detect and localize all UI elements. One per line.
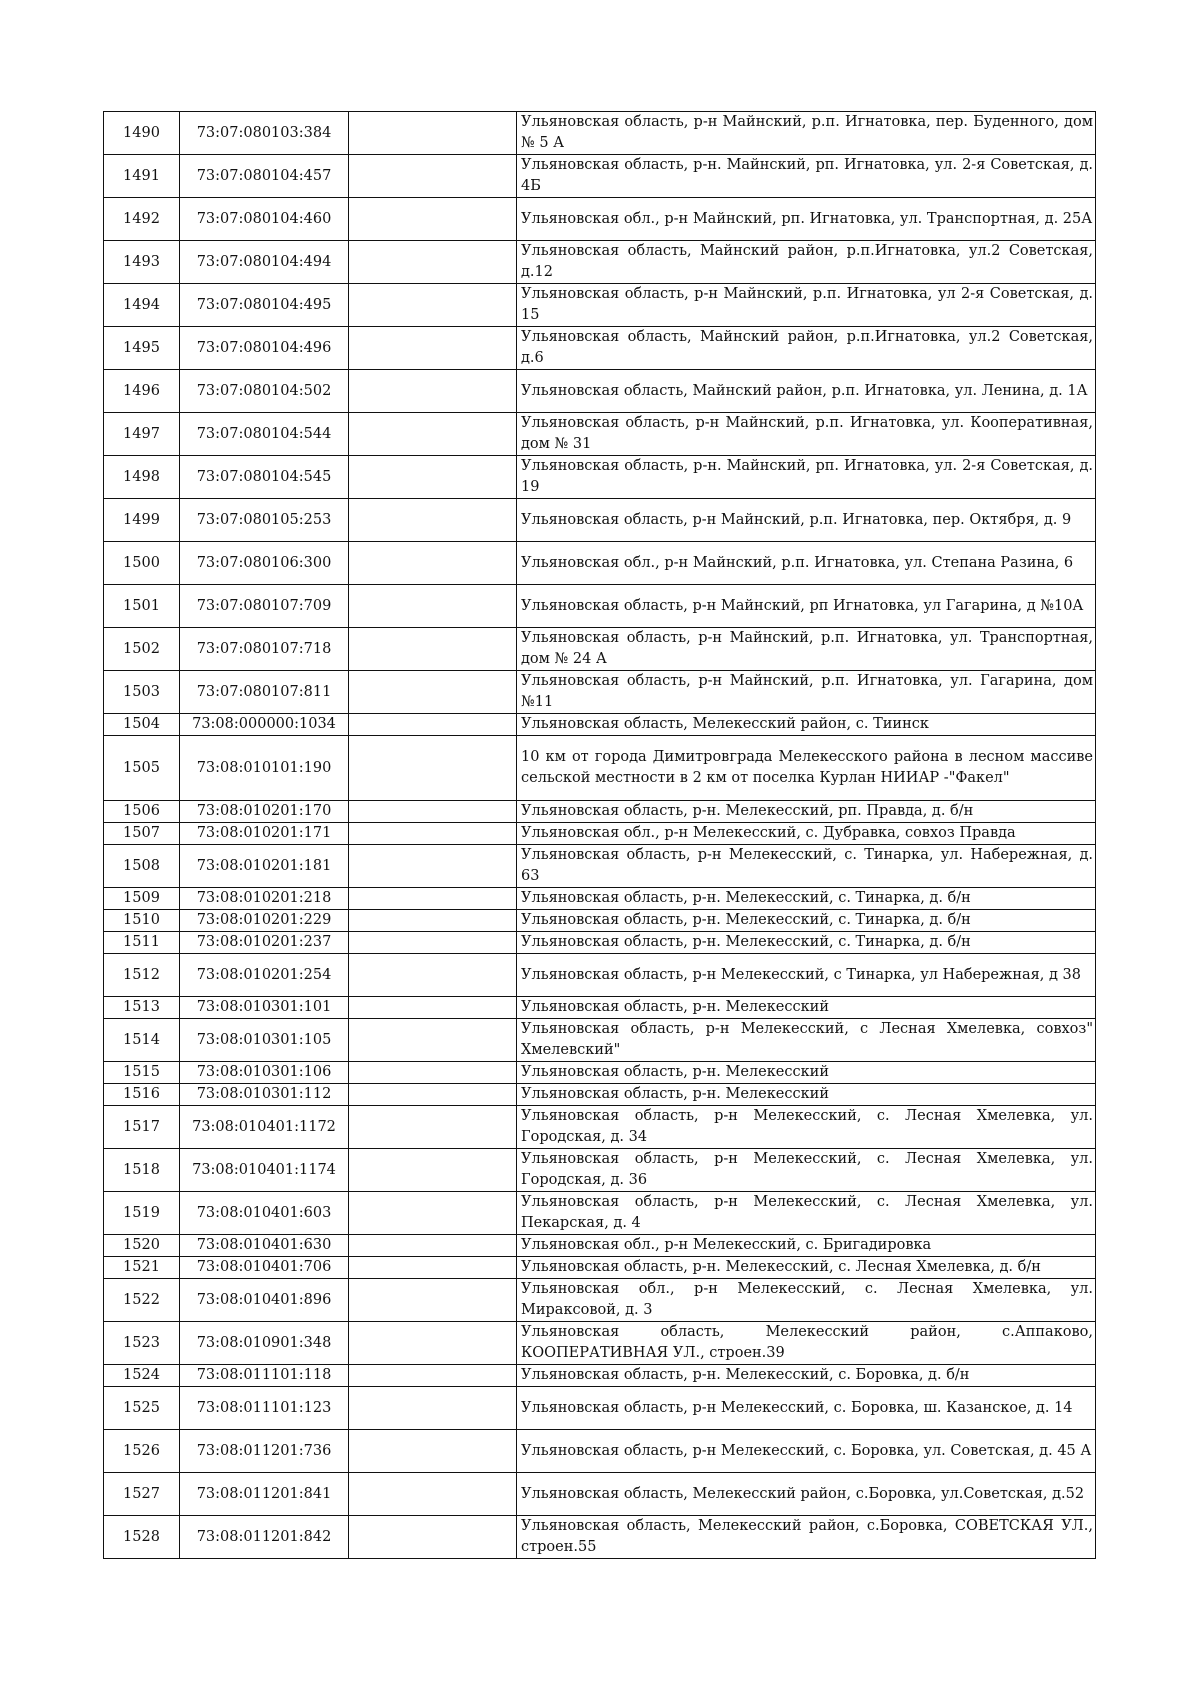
cadastral-number-cell: 73:08:000000:1034: [180, 714, 349, 736]
table-row: [104, 413, 1096, 456]
empty-cell: [349, 1387, 517, 1430]
table-row: [104, 954, 1096, 997]
table-row: [104, 1365, 1096, 1387]
address-cell: Ульяновская область, р-н. Мелекесский: [517, 1062, 1096, 1084]
address-cell: Ульяновская область, р-н. Майнский, рп. Игнатовка, ул. 2-я Советская, д. 4Б: [517, 155, 1096, 198]
address-cell: Ульяновская область, Майнский район, р.п.Игнатовка, ул.2 Советская, д.12: [517, 241, 1096, 284]
property-table: [103, 111, 1096, 1559]
cadastral-number-cell: 73:08:010901:348: [180, 1322, 349, 1365]
row-number-cell: 1497: [104, 413, 180, 456]
cadastral-number-cell: 73:08:010301:101: [180, 997, 349, 1019]
empty-cell: [349, 1365, 517, 1387]
table-row: [104, 370, 1096, 413]
row-number-cell: 1507: [104, 823, 180, 845]
row-number-cell: 1500: [104, 542, 180, 585]
row-number-cell: 1509: [104, 888, 180, 910]
row-number-cell: 1526: [104, 1430, 180, 1473]
table-row: [104, 1019, 1096, 1062]
empty-cell: [349, 155, 517, 198]
table-row: [104, 1062, 1096, 1084]
row-number-cell: 1490: [104, 112, 180, 155]
empty-cell: [349, 736, 517, 801]
address-cell: Ульяновская область, р-н Мелекесский, с. Тинарка, ул. Набережная, д. 63: [517, 845, 1096, 888]
cadastral-number-cell: 73:08:011201:841: [180, 1473, 349, 1516]
table-row: [104, 714, 1096, 736]
cadastral-number-cell: 73:08:010401:896: [180, 1279, 349, 1322]
row-number-cell: 1528: [104, 1516, 180, 1559]
cadastral-number-cell: 73:07:080104:495: [180, 284, 349, 327]
table-row: [104, 845, 1096, 888]
address-cell: Ульяновская область, р-н Майнский, р.п. Игнатовка, пер. Буденного, дом № 5 А: [517, 112, 1096, 155]
row-number-cell: 1505: [104, 736, 180, 801]
empty-cell: [349, 954, 517, 997]
empty-cell: [349, 714, 517, 736]
table-row: [104, 671, 1096, 714]
address-cell: Ульяновская обл., р-н Майнский, рп. Игнатовка, ул. Транспортная, д. 25А: [517, 198, 1096, 241]
empty-cell: [349, 198, 517, 241]
row-number-cell: 1510: [104, 910, 180, 932]
cadastral-number-cell: 73:08:010301:106: [180, 1062, 349, 1084]
empty-cell: [349, 1257, 517, 1279]
row-number-cell: 1502: [104, 628, 180, 671]
address-cell: Ульяновская область, р-н Майнский, р.п. Игнатовка, ул 2-я Советская, д. 15: [517, 284, 1096, 327]
address-cell: Ульяновская область, р-н. Мелекесский, с. Лесная Хмелевка, д. б/н: [517, 1257, 1096, 1279]
address-cell: Ульяновская область, р-н Мелекесский, с. Лесная Хмелевка, ул. Городская, д. 36: [517, 1149, 1096, 1192]
address-cell: Ульяновская область, р-н. Мелекесский, рп. Правда, д. б/н: [517, 801, 1096, 823]
address-cell: Ульяновская область, р-н Майнский, р.п. Игнатовка, ул. Кооперативная, дом № 31: [517, 413, 1096, 456]
address-cell: Ульяновская область, р-н. Мелекесский: [517, 1084, 1096, 1106]
cadastral-number-cell: 73:08:010201:170: [180, 801, 349, 823]
row-number-cell: 1518: [104, 1149, 180, 1192]
address-cell: Ульяновская область, Майнский район, р.п.Игнатовка, ул.2 Советская, д.6: [517, 327, 1096, 370]
address-cell: Ульяновская область, Мелекесский район, с. Тиинск: [517, 714, 1096, 736]
cadastral-number-cell: 73:08:010101:190: [180, 736, 349, 801]
cadastral-number-cell: 73:08:010401:603: [180, 1192, 349, 1235]
address-cell: Ульяновская область, р-н Мелекесский, с Тинарка, ул Набережная, д 38: [517, 954, 1096, 997]
empty-cell: [349, 499, 517, 542]
empty-cell: [349, 1322, 517, 1365]
address-cell: Ульяновская область, р-н Мелекесский, с. Боровка, ш. Казанское, д. 14: [517, 1387, 1096, 1430]
cadastral-number-cell: 73:07:080104:496: [180, 327, 349, 370]
table-row: [104, 823, 1096, 845]
empty-cell: [349, 370, 517, 413]
empty-cell: [349, 1473, 517, 1516]
table-row: [104, 198, 1096, 241]
row-number-cell: 1514: [104, 1019, 180, 1062]
row-number-cell: 1522: [104, 1279, 180, 1322]
cadastral-number-cell: 73:07:080106:300: [180, 542, 349, 585]
empty-cell: [349, 1430, 517, 1473]
table-row: [104, 801, 1096, 823]
address-cell: Ульяновская область, р-н. Мелекесский: [517, 997, 1096, 1019]
table-row: [104, 1322, 1096, 1365]
cadastral-number-cell: 73:07:080105:253: [180, 499, 349, 542]
row-number-cell: 1517: [104, 1106, 180, 1149]
row-number-cell: 1499: [104, 499, 180, 542]
cadastral-number-cell: 73:07:080104:544: [180, 413, 349, 456]
cadastral-number-cell: 73:07:080107:718: [180, 628, 349, 671]
address-cell: Ульяновская область, р-н Мелекесский, с Лесная Хмелевка, совхоз" Хмелевский": [517, 1019, 1096, 1062]
cadastral-number-cell: 73:07:080103:384: [180, 112, 349, 155]
row-number-cell: 1515: [104, 1062, 180, 1084]
row-number-cell: 1525: [104, 1387, 180, 1430]
cadastral-number-cell: 73:08:010201:171: [180, 823, 349, 845]
row-number-cell: 1491: [104, 155, 180, 198]
table-row: [104, 997, 1096, 1019]
row-number-cell: 1498: [104, 456, 180, 499]
empty-cell: [349, 284, 517, 327]
table-row: [104, 1084, 1096, 1106]
row-number-cell: 1503: [104, 671, 180, 714]
empty-cell: [349, 628, 517, 671]
table-row: [104, 456, 1096, 499]
empty-cell: [349, 1192, 517, 1235]
row-number-cell: 1496: [104, 370, 180, 413]
table-row: [104, 585, 1096, 628]
address-cell: Ульяновская область, р-н Мелекесский, с. Лесная Хмелевка, ул. Пекарская, д. 4: [517, 1192, 1096, 1235]
cadastral-number-cell: 73:08:010301:105: [180, 1019, 349, 1062]
cadastral-number-cell: 73:07:080104:502: [180, 370, 349, 413]
row-number-cell: 1527: [104, 1473, 180, 1516]
table-row: [104, 1279, 1096, 1322]
address-cell: Ульяновская обл., р-н Мелекесский, с. Бригадировка: [517, 1235, 1096, 1257]
cadastral-number-cell: 73:07:080104:460: [180, 198, 349, 241]
row-number-cell: 1504: [104, 714, 180, 736]
empty-cell: [349, 888, 517, 910]
table-row: [104, 1192, 1096, 1235]
empty-cell: [349, 671, 517, 714]
address-cell: Ульяновская обл., р-н Мелекесский, с. Лесная Хмелевка, ул. Мираксовой, д. 3: [517, 1279, 1096, 1322]
cadastral-number-cell: 73:08:010401:706: [180, 1257, 349, 1279]
row-number-cell: 1508: [104, 845, 180, 888]
empty-cell: [349, 1235, 517, 1257]
empty-cell: [349, 1106, 517, 1149]
empty-cell: [349, 112, 517, 155]
address-cell: Ульяновская область, Мелекесский район, с.Аппаково, КООПЕРАТИВНАЯ УЛ., строен.39: [517, 1322, 1096, 1365]
empty-cell: [349, 327, 517, 370]
table-row: [104, 1516, 1096, 1559]
table-row: [104, 736, 1096, 801]
address-cell: Ульяновская область, р-н. Мелекесский, с. Боровка, д. б/н: [517, 1365, 1096, 1387]
address-cell: Ульяновская обл., р-н Мелекесский, с. Дубравка, совхоз Правда: [517, 823, 1096, 845]
table-row: [104, 327, 1096, 370]
address-cell: Ульяновская область, р-н Майнский, р.п. Игнатовка, ул. Транспортная, дом № 24 А: [517, 628, 1096, 671]
cadastral-number-cell: 73:07:080104:545: [180, 456, 349, 499]
cadastral-number-cell: 73:08:011101:118: [180, 1365, 349, 1387]
empty-cell: [349, 997, 517, 1019]
cadastral-number-cell: 73:08:010201:237: [180, 932, 349, 954]
row-number-cell: 1506: [104, 801, 180, 823]
cadastral-number-cell: 73:08:011101:123: [180, 1387, 349, 1430]
address-cell: Ульяновская область, Майнский район, р.п. Игнатовка, ул. Ленина, д. 1А: [517, 370, 1096, 413]
row-number-cell: 1501: [104, 585, 180, 628]
table-row: [104, 1473, 1096, 1516]
table-row: [104, 155, 1096, 198]
empty-cell: [349, 585, 517, 628]
address-cell: Ульяновская область, Мелекесский район, с.Боровка, ул.Советская, д.52: [517, 1473, 1096, 1516]
table-row: [104, 1257, 1096, 1279]
table-row: [104, 628, 1096, 671]
table-row: [104, 241, 1096, 284]
cadastral-number-cell: 73:08:010201:254: [180, 954, 349, 997]
table-row: [104, 910, 1096, 932]
table-row: [104, 112, 1096, 155]
table-row: [104, 888, 1096, 910]
address-cell: 10 км от города Димитровграда Мелекесского района в лесном массиве сельской местности в 2 км от поселка Курлан НИИАР -"Факел": [517, 736, 1096, 801]
empty-cell: [349, 241, 517, 284]
row-number-cell: 1519: [104, 1192, 180, 1235]
empty-cell: [349, 413, 517, 456]
address-cell: Ульяновская область, р-н. Мелекесский, с. Тинарка, д. б/н: [517, 888, 1096, 910]
empty-cell: [349, 845, 517, 888]
empty-cell: [349, 1062, 517, 1084]
table-row: [104, 1387, 1096, 1430]
row-number-cell: 1492: [104, 198, 180, 241]
address-cell: Ульяновская область, р-н. Мелекесский, с. Тинарка, д. б/н: [517, 932, 1096, 954]
address-cell: Ульяновская область, Мелекесский район, с.Боровка, СОВЕТСКАЯ УЛ., строен.55: [517, 1516, 1096, 1559]
row-number-cell: 1513: [104, 997, 180, 1019]
row-number-cell: 1523: [104, 1322, 180, 1365]
cadastral-number-cell: 73:08:010201:229: [180, 910, 349, 932]
row-number-cell: 1520: [104, 1235, 180, 1257]
row-number-cell: 1524: [104, 1365, 180, 1387]
empty-cell: [349, 1516, 517, 1559]
cadastral-number-cell: 73:08:011201:842: [180, 1516, 349, 1559]
empty-cell: [349, 801, 517, 823]
table-row: [104, 1149, 1096, 1192]
row-number-cell: 1511: [104, 932, 180, 954]
cadastral-number-cell: 73:07:080107:709: [180, 585, 349, 628]
empty-cell: [349, 456, 517, 499]
address-cell: Ульяновская область, р-н. Майнский, рп. Игнатовка, ул. 2-я Советская, д. 19: [517, 456, 1096, 499]
table-row: [104, 1106, 1096, 1149]
empty-cell: [349, 1084, 517, 1106]
address-cell: Ульяновская область, р-н Мелекесский, с. Лесная Хмелевка, ул. Городская, д. 34: [517, 1106, 1096, 1149]
cadastral-number-cell: 73:08:010401:1174: [180, 1149, 349, 1192]
table-body: [104, 112, 1096, 1559]
cadastral-number-cell: 73:08:010201:218: [180, 888, 349, 910]
cadastral-number-cell: 73:07:080104:457: [180, 155, 349, 198]
empty-cell: [349, 1019, 517, 1062]
address-cell: Ульяновская область, р-н Майнский, р.п. Игнатовка, ул. Гагарина, дом №11: [517, 671, 1096, 714]
row-number-cell: 1516: [104, 1084, 180, 1106]
row-number-cell: 1512: [104, 954, 180, 997]
table-row: [104, 284, 1096, 327]
row-number-cell: 1494: [104, 284, 180, 327]
row-number-cell: 1521: [104, 1257, 180, 1279]
table-row: [104, 542, 1096, 585]
table-row: [104, 932, 1096, 954]
empty-cell: [349, 932, 517, 954]
address-cell: Ульяновская область, р-н Мелекесский, с. Боровка, ул. Советская, д. 45 А: [517, 1430, 1096, 1473]
empty-cell: [349, 823, 517, 845]
cadastral-number-cell: 73:08:010401:1172: [180, 1106, 349, 1149]
empty-cell: [349, 1149, 517, 1192]
cadastral-number-cell: 73:08:011201:736: [180, 1430, 349, 1473]
cadastral-number-cell: 73:08:010401:630: [180, 1235, 349, 1257]
cadastral-number-cell: 73:08:010201:181: [180, 845, 349, 888]
table-row: [104, 1430, 1096, 1473]
empty-cell: [349, 910, 517, 932]
empty-cell: [349, 542, 517, 585]
address-cell: Ульяновская область, р-н. Мелекесский, с. Тинарка, д. б/н: [517, 910, 1096, 932]
cadastral-number-cell: 73:07:080104:494: [180, 241, 349, 284]
row-number-cell: 1493: [104, 241, 180, 284]
address-cell: Ульяновская область, р-н Майнский, р.п. Игнатовка, пер. Октября, д. 9: [517, 499, 1096, 542]
table-row: [104, 499, 1096, 542]
row-number-cell: 1495: [104, 327, 180, 370]
empty-cell: [349, 1279, 517, 1322]
address-cell: Ульяновская область, р-н Майнский, рп Игнатовка, ул Гагарина, д №10А: [517, 585, 1096, 628]
cadastral-number-cell: 73:07:080107:811: [180, 671, 349, 714]
table-row: [104, 1235, 1096, 1257]
address-cell: Ульяновская обл., р-н Майнский, р.п. Игнатовка, ул. Степана Разина, 6: [517, 542, 1096, 585]
cadastral-number-cell: 73:08:010301:112: [180, 1084, 349, 1106]
